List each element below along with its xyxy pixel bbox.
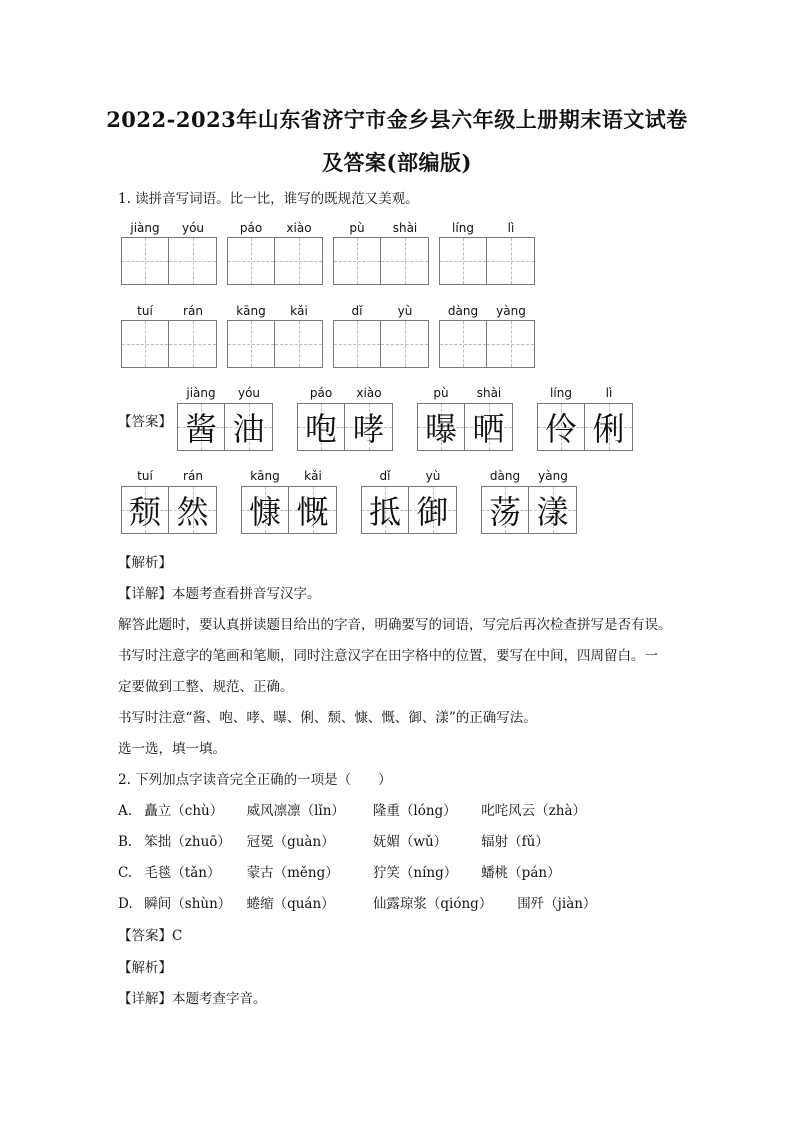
option-item: 狞笑（níng） xyxy=(372,865,458,881)
q2-analysis-label: 【解析】 xyxy=(118,960,172,976)
pinyin: lì xyxy=(605,386,613,400)
option-label: B. xyxy=(118,834,133,850)
pinyin: líng xyxy=(452,221,474,235)
pinyin: yóu xyxy=(181,221,205,235)
detail-text: 【详解】本题考查看拼音写汉字。 xyxy=(118,586,321,602)
writing-cell[interactable] xyxy=(121,320,169,368)
writing-cell[interactable] xyxy=(275,320,323,368)
q2-prompt: 2. 下列加点字读音完全正确的一项是（ ） xyxy=(118,772,392,788)
option-item: 辐射（fǔ） xyxy=(481,834,549,850)
option-item: 瞬间（shùn） xyxy=(144,896,232,912)
answer-cell xyxy=(465,403,513,451)
explanation-paragraph: 书写时注意“酱、咆、哮、曝、俐、颓、慷、慨、御、漾”的正确写法。 xyxy=(118,710,537,726)
option-a xyxy=(118,799,586,819)
answer-label: 【答案】 xyxy=(118,414,172,430)
writing-cell[interactable] xyxy=(381,320,429,368)
option-item: 妩媚（wǔ） xyxy=(372,834,448,850)
pinyin: dàng xyxy=(489,469,521,483)
option-item: 隆重（lóng） xyxy=(372,803,457,819)
option-item: 围歼（jiàn） xyxy=(517,896,597,912)
answer-cell xyxy=(225,403,273,451)
option-item: 叱咤风云（zhà） xyxy=(481,803,587,819)
pinyin: dǐ xyxy=(379,469,391,483)
pinyin: jiàng xyxy=(130,221,160,235)
answer-char: 哮 xyxy=(352,410,385,448)
pinyin: yù xyxy=(397,304,413,318)
pinyin: líng xyxy=(550,386,572,400)
pinyin: dǐ xyxy=(351,304,363,318)
answer-cell xyxy=(409,486,457,534)
answer-char: 晒 xyxy=(472,410,505,448)
option-item: 矗立（chù） xyxy=(144,803,224,819)
pinyin: shài xyxy=(392,221,418,235)
writing-cell[interactable] xyxy=(169,320,217,368)
option-b xyxy=(118,830,549,850)
answer-char: 御 xyxy=(416,493,449,531)
answer-char: 曝 xyxy=(424,410,457,448)
answer-char: 俐 xyxy=(592,410,625,448)
section-heading: 选一选，填一填。 xyxy=(118,741,226,757)
answer-cell xyxy=(289,486,337,534)
answer-char: 酱 xyxy=(184,410,217,448)
q1-prompt: 1. 读拼音写词语。比一比，谁写的既规范又美观。 xyxy=(118,191,419,207)
option-item: 蟠桃（pán） xyxy=(481,865,561,881)
pinyin: pù xyxy=(349,221,365,235)
writing-cell[interactable] xyxy=(333,237,381,285)
pinyin: rán xyxy=(183,469,203,483)
q2-detail-text: 【详解】本题考查字音。 xyxy=(118,991,267,1007)
writing-cell[interactable] xyxy=(121,237,169,285)
pinyin: kāng xyxy=(236,304,266,318)
pinyin: kāng xyxy=(250,469,280,483)
pinyin: pù xyxy=(433,386,449,400)
writing-cell[interactable] xyxy=(439,237,487,285)
answer-cell xyxy=(345,403,393,451)
answer-cell xyxy=(537,403,585,451)
answer-cell xyxy=(297,403,345,451)
answer-cell xyxy=(361,486,409,534)
writing-cell[interactable] xyxy=(227,320,275,368)
answer-cell xyxy=(529,486,577,534)
explanation-paragraph: 书写时注意字的笔画和笔顺，同时注意汉字在田字格中的位置，要写在中间，四周留白。一 xyxy=(118,648,658,664)
pinyin: yàng xyxy=(496,304,526,318)
answer-cell xyxy=(169,486,217,534)
option-label: A. xyxy=(118,803,133,819)
writing-cell[interactable] xyxy=(333,320,381,368)
pinyin: rán xyxy=(183,304,203,318)
answer-cell xyxy=(481,486,529,534)
analysis-label: 【解析】 xyxy=(118,555,172,571)
pinyin: yàng xyxy=(538,469,568,483)
writing-cell[interactable] xyxy=(169,237,217,285)
answer-char: 慷 xyxy=(248,493,281,531)
answer-char: 漾 xyxy=(536,493,569,531)
writing-cell[interactable] xyxy=(275,237,323,285)
pinyin: páo xyxy=(309,386,333,400)
option-d xyxy=(118,892,596,912)
answer-cell xyxy=(585,403,633,451)
answer-cell xyxy=(177,403,225,451)
answer-cell xyxy=(417,403,465,451)
doc-title-line1: 2022-2023年山东省济宁市金乡县六年级上册期末语文试卷 xyxy=(106,107,688,132)
answer-char: 伶 xyxy=(544,410,577,448)
writing-cell[interactable] xyxy=(227,237,275,285)
answer-cell xyxy=(121,486,169,534)
option-item: 笨拙（zhuō） xyxy=(144,834,231,850)
pinyin: yóu xyxy=(237,386,261,400)
option-label: C. xyxy=(118,865,133,881)
explanation-paragraph: 定要做到工整、规范、正确。 xyxy=(118,679,294,695)
pinyin: lì xyxy=(507,221,515,235)
option-item: 冠冕（guàn） xyxy=(246,834,335,850)
pinyin: dàng xyxy=(447,304,479,318)
option-label: D. xyxy=(118,896,133,912)
option-item: 蒙古（měng） xyxy=(246,865,339,881)
writing-cell[interactable] xyxy=(439,320,487,368)
answer-cell xyxy=(241,486,289,534)
answer-char: 油 xyxy=(232,410,265,448)
explanation-paragraph: 解答此题时，要认真拼读题目给出的字音，明确要写的词语，写完后再次检查拼写是否有误。 xyxy=(118,617,672,633)
pinyin: shài xyxy=(476,386,502,400)
pinyin: yù xyxy=(425,469,441,483)
answer-char: 抵 xyxy=(368,493,401,531)
writing-cell[interactable] xyxy=(381,237,429,285)
q2-answer: 【答案】C xyxy=(118,928,183,944)
pinyin: xiào xyxy=(286,221,312,235)
option-item: 蜷缩（quán） xyxy=(246,896,335,912)
pinyin: páo xyxy=(239,221,263,235)
option-item: 威风凛凛（lǐn） xyxy=(246,803,345,819)
pinyin: tuí xyxy=(137,304,153,318)
pinyin: kǎi xyxy=(290,304,308,318)
answer-char: 颓 xyxy=(128,493,161,531)
writing-cell[interactable] xyxy=(487,237,535,285)
pinyin: xiào xyxy=(356,386,382,400)
option-item: 毛毯（tǎn） xyxy=(144,865,221,881)
pinyin: jiàng xyxy=(186,386,216,400)
option-c xyxy=(118,861,561,881)
writing-cell[interactable] xyxy=(487,320,535,368)
answer-char: 荡 xyxy=(488,493,521,531)
pinyin: kǎi xyxy=(304,469,322,483)
pinyin: tuí xyxy=(137,469,153,483)
doc-title-line2: 及答案(部编版) xyxy=(322,150,472,175)
answer-char: 然 xyxy=(176,493,209,531)
answer-char: 咆 xyxy=(304,410,337,448)
answer-char: 慨 xyxy=(296,493,329,531)
option-item: 仙露琼浆（qióng） xyxy=(372,896,493,912)
